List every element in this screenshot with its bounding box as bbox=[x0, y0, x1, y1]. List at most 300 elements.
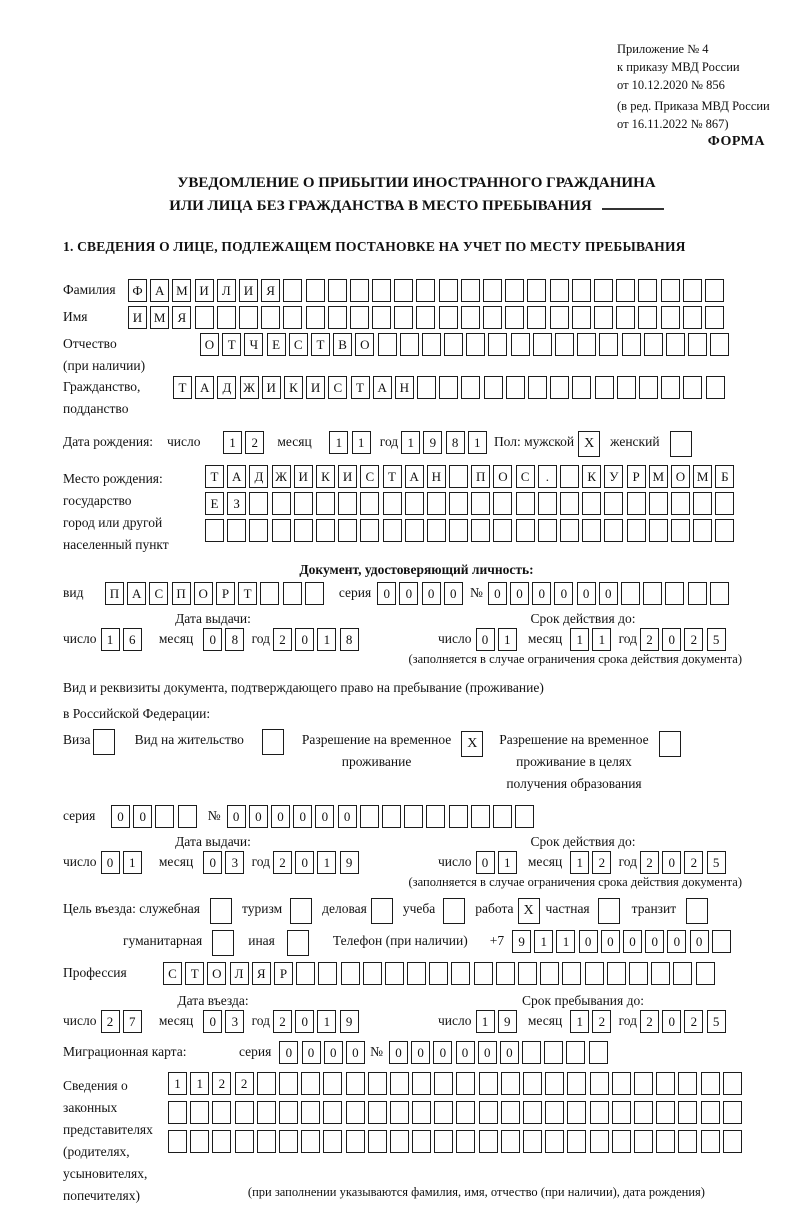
char-cell[interactable] bbox=[585, 962, 604, 985]
char-cell[interactable]: 0 bbox=[476, 851, 495, 874]
char-cell[interactable] bbox=[296, 962, 315, 985]
char-cell[interactable]: 1 bbox=[317, 1010, 336, 1033]
char-cell[interactable] bbox=[416, 279, 435, 302]
char-cell[interactable] bbox=[501, 1130, 520, 1153]
char-cell[interactable] bbox=[634, 1072, 653, 1095]
char-cell[interactable]: Я bbox=[252, 962, 271, 985]
char-cell[interactable]: 0 bbox=[111, 805, 130, 828]
char-cell[interactable]: О bbox=[200, 333, 219, 356]
char-cell[interactable] bbox=[688, 582, 707, 605]
char-cell[interactable] bbox=[301, 1072, 320, 1095]
char-cell[interactable] bbox=[449, 519, 468, 542]
char-cell[interactable] bbox=[715, 519, 734, 542]
char-cell[interactable] bbox=[283, 306, 302, 329]
char-cell[interactable] bbox=[661, 306, 680, 329]
char-cell[interactable]: 0 bbox=[293, 805, 312, 828]
char-cell[interactable] bbox=[595, 376, 614, 399]
char-cell[interactable] bbox=[372, 279, 391, 302]
char-cell[interactable]: 2 bbox=[245, 431, 264, 454]
char-cell[interactable] bbox=[412, 1130, 431, 1153]
char-cell[interactable]: У bbox=[604, 465, 623, 488]
char-cell[interactable]: 1 bbox=[352, 431, 371, 454]
char-cell[interactable]: 8 bbox=[340, 628, 359, 651]
char-cell[interactable]: Т bbox=[238, 582, 257, 605]
char-cell[interactable] bbox=[496, 962, 515, 985]
char-cell[interactable] bbox=[350, 279, 369, 302]
char-cell[interactable] bbox=[368, 1072, 387, 1095]
char-cell[interactable]: А bbox=[127, 582, 146, 605]
char-cell[interactable]: 0 bbox=[554, 582, 573, 605]
char-cell[interactable]: С bbox=[289, 333, 308, 356]
char-cell[interactable] bbox=[550, 376, 569, 399]
char-cell[interactable]: 0 bbox=[645, 930, 664, 953]
char-cell[interactable]: . bbox=[538, 465, 557, 488]
char-cell[interactable] bbox=[566, 1041, 585, 1064]
char-cell[interactable] bbox=[572, 306, 591, 329]
purpose-transit-checkbox[interactable] bbox=[686, 898, 708, 924]
char-cell[interactable]: 2 bbox=[684, 628, 703, 651]
char-cell[interactable] bbox=[479, 1130, 498, 1153]
char-cell[interactable] bbox=[511, 333, 530, 356]
char-cell[interactable] bbox=[318, 962, 337, 985]
char-cell[interactable] bbox=[522, 1041, 541, 1064]
char-cell[interactable] bbox=[505, 306, 524, 329]
char-cell[interactable]: 2 bbox=[684, 851, 703, 874]
char-cell[interactable] bbox=[363, 962, 382, 985]
char-cell[interactable] bbox=[710, 333, 729, 356]
char-cell[interactable]: К bbox=[284, 376, 303, 399]
char-cell[interactable] bbox=[607, 962, 626, 985]
char-cell[interactable] bbox=[617, 376, 636, 399]
char-cell[interactable] bbox=[545, 1101, 564, 1124]
char-cell[interactable]: И bbox=[338, 465, 357, 488]
char-cell[interactable] bbox=[696, 962, 715, 985]
char-cell[interactable]: 0 bbox=[399, 582, 418, 605]
char-cell[interactable]: 1 bbox=[223, 431, 242, 454]
char-cell[interactable] bbox=[249, 492, 268, 515]
char-cell[interactable]: Я bbox=[172, 306, 191, 329]
char-cell[interactable]: Д bbox=[249, 465, 268, 488]
char-cell[interactable] bbox=[594, 306, 613, 329]
char-cell[interactable] bbox=[693, 492, 712, 515]
char-cell[interactable]: 0 bbox=[488, 582, 507, 605]
char-cell[interactable] bbox=[235, 1101, 254, 1124]
char-cell[interactable] bbox=[671, 492, 690, 515]
char-cell[interactable] bbox=[456, 1130, 475, 1153]
char-cell[interactable] bbox=[688, 333, 707, 356]
char-cell[interactable] bbox=[545, 1130, 564, 1153]
char-cell[interactable] bbox=[466, 333, 485, 356]
char-cell[interactable]: 0 bbox=[579, 930, 598, 953]
char-cell[interactable]: 0 bbox=[295, 628, 314, 651]
char-cell[interactable]: Е bbox=[205, 492, 224, 515]
char-cell[interactable] bbox=[484, 376, 503, 399]
char-cell[interactable] bbox=[683, 279, 702, 302]
char-cell[interactable]: 1 bbox=[329, 431, 348, 454]
char-cell[interactable]: 0 bbox=[690, 930, 709, 953]
char-cell[interactable] bbox=[449, 805, 468, 828]
char-cell[interactable] bbox=[693, 519, 712, 542]
char-cell[interactable] bbox=[527, 306, 546, 329]
char-cell[interactable] bbox=[451, 962, 470, 985]
char-cell[interactable] bbox=[212, 1101, 231, 1124]
char-cell[interactable] bbox=[479, 1072, 498, 1095]
char-cell[interactable] bbox=[405, 492, 424, 515]
char-cell[interactable]: 0 bbox=[315, 805, 334, 828]
char-cell[interactable]: 1 bbox=[168, 1072, 187, 1095]
char-cell[interactable]: Ф bbox=[128, 279, 147, 302]
char-cell[interactable] bbox=[627, 492, 646, 515]
char-cell[interactable]: А bbox=[195, 376, 214, 399]
char-cell[interactable]: М bbox=[150, 306, 169, 329]
char-cell[interactable]: 0 bbox=[433, 1041, 452, 1064]
char-cell[interactable] bbox=[705, 306, 724, 329]
char-cell[interactable] bbox=[239, 306, 258, 329]
purpose-work-checkbox[interactable]: X bbox=[518, 898, 540, 924]
char-cell[interactable] bbox=[390, 1130, 409, 1153]
char-cell[interactable] bbox=[323, 1101, 342, 1124]
char-cell[interactable]: Н bbox=[427, 465, 446, 488]
char-cell[interactable]: 0 bbox=[532, 582, 551, 605]
char-cell[interactable] bbox=[461, 376, 480, 399]
char-cell[interactable] bbox=[723, 1101, 742, 1124]
char-cell[interactable] bbox=[649, 519, 668, 542]
char-cell[interactable]: 2 bbox=[235, 1072, 254, 1095]
char-cell[interactable] bbox=[400, 333, 419, 356]
char-cell[interactable]: 2 bbox=[592, 851, 611, 874]
char-cell[interactable]: 0 bbox=[203, 1010, 222, 1033]
char-cell[interactable] bbox=[560, 465, 579, 488]
char-cell[interactable]: 0 bbox=[295, 851, 314, 874]
char-cell[interactable] bbox=[518, 962, 537, 985]
char-cell[interactable]: А bbox=[227, 465, 246, 488]
char-cell[interactable] bbox=[456, 1072, 475, 1095]
char-cell[interactable] bbox=[516, 492, 535, 515]
char-cell[interactable] bbox=[590, 1130, 609, 1153]
char-cell[interactable] bbox=[589, 1041, 608, 1064]
char-cell[interactable] bbox=[599, 333, 618, 356]
char-cell[interactable]: 1 bbox=[317, 851, 336, 874]
char-cell[interactable] bbox=[706, 376, 725, 399]
char-cell[interactable]: М bbox=[693, 465, 712, 488]
char-cell[interactable] bbox=[427, 492, 446, 515]
char-cell[interactable]: 5 bbox=[707, 628, 726, 651]
char-cell[interactable] bbox=[412, 1072, 431, 1095]
char-cell[interactable]: С bbox=[149, 582, 168, 605]
char-cell[interactable] bbox=[544, 1041, 563, 1064]
char-cell[interactable] bbox=[506, 376, 525, 399]
char-cell[interactable]: 2 bbox=[212, 1072, 231, 1095]
char-cell[interactable]: 0 bbox=[203, 851, 222, 874]
char-cell[interactable] bbox=[567, 1101, 586, 1124]
char-cell[interactable]: Я bbox=[261, 279, 280, 302]
char-cell[interactable]: О bbox=[493, 465, 512, 488]
char-cell[interactable] bbox=[712, 930, 731, 953]
char-cell[interactable] bbox=[449, 492, 468, 515]
char-cell[interactable] bbox=[372, 306, 391, 329]
char-cell[interactable] bbox=[723, 1130, 742, 1153]
char-cell[interactable]: И bbox=[239, 279, 258, 302]
char-cell[interactable] bbox=[545, 1072, 564, 1095]
char-cell[interactable] bbox=[651, 962, 670, 985]
char-cell[interactable] bbox=[638, 306, 657, 329]
char-cell[interactable] bbox=[257, 1130, 276, 1153]
char-cell[interactable]: 0 bbox=[101, 851, 120, 874]
char-cell[interactable] bbox=[567, 1072, 586, 1095]
char-cell[interactable]: И bbox=[262, 376, 281, 399]
char-cell[interactable] bbox=[217, 306, 236, 329]
char-cell[interactable] bbox=[479, 1101, 498, 1124]
purpose-other-checkbox[interactable] bbox=[287, 930, 309, 956]
char-cell[interactable] bbox=[178, 805, 197, 828]
char-cell[interactable]: 0 bbox=[389, 1041, 408, 1064]
char-cell[interactable]: Ч bbox=[244, 333, 263, 356]
char-cell[interactable] bbox=[190, 1101, 209, 1124]
char-cell[interactable] bbox=[678, 1072, 697, 1095]
char-cell[interactable]: 1 bbox=[534, 930, 553, 953]
char-cell[interactable]: 0 bbox=[601, 930, 620, 953]
char-cell[interactable] bbox=[195, 306, 214, 329]
char-cell[interactable]: 0 bbox=[346, 1041, 365, 1064]
char-cell[interactable] bbox=[493, 492, 512, 515]
char-cell[interactable] bbox=[471, 492, 490, 515]
char-cell[interactable] bbox=[360, 519, 379, 542]
char-cell[interactable]: 0 bbox=[500, 1041, 519, 1064]
char-cell[interactable] bbox=[560, 492, 579, 515]
char-cell[interactable]: 1 bbox=[190, 1072, 209, 1095]
char-cell[interactable]: Р bbox=[627, 465, 646, 488]
char-cell[interactable] bbox=[378, 333, 397, 356]
char-cell[interactable]: 0 bbox=[623, 930, 642, 953]
char-cell[interactable] bbox=[346, 1130, 365, 1153]
residence-permit-checkbox[interactable] bbox=[262, 729, 284, 755]
char-cell[interactable] bbox=[649, 492, 668, 515]
char-cell[interactable] bbox=[257, 1072, 276, 1095]
char-cell[interactable] bbox=[474, 962, 493, 985]
char-cell[interactable]: К bbox=[316, 465, 335, 488]
char-cell[interactable] bbox=[701, 1072, 720, 1095]
char-cell[interactable] bbox=[449, 465, 468, 488]
char-cell[interactable] bbox=[523, 1130, 542, 1153]
char-cell[interactable]: О bbox=[207, 962, 226, 985]
char-cell[interactable]: 0 bbox=[338, 805, 357, 828]
char-cell[interactable] bbox=[540, 962, 559, 985]
char-cell[interactable] bbox=[683, 376, 702, 399]
char-cell[interactable] bbox=[439, 376, 458, 399]
char-cell[interactable]: П bbox=[172, 582, 191, 605]
char-cell[interactable] bbox=[205, 519, 224, 542]
char-cell[interactable] bbox=[562, 962, 581, 985]
char-cell[interactable] bbox=[656, 1101, 675, 1124]
char-cell[interactable]: 5 bbox=[707, 1010, 726, 1033]
char-cell[interactable]: 1 bbox=[498, 851, 517, 874]
char-cell[interactable] bbox=[661, 279, 680, 302]
char-cell[interactable]: М bbox=[172, 279, 191, 302]
char-cell[interactable] bbox=[385, 962, 404, 985]
char-cell[interactable] bbox=[661, 376, 680, 399]
char-cell[interactable]: 2 bbox=[273, 628, 292, 651]
char-cell[interactable] bbox=[461, 279, 480, 302]
char-cell[interactable] bbox=[701, 1101, 720, 1124]
char-cell[interactable] bbox=[439, 279, 458, 302]
visa-checkbox[interactable] bbox=[93, 729, 115, 755]
char-cell[interactable]: 0 bbox=[133, 805, 152, 828]
char-cell[interactable] bbox=[272, 492, 291, 515]
char-cell[interactable] bbox=[538, 519, 557, 542]
char-cell[interactable] bbox=[360, 805, 379, 828]
char-cell[interactable]: Р bbox=[274, 962, 293, 985]
gender-female-checkbox[interactable] bbox=[670, 431, 692, 457]
char-cell[interactable] bbox=[427, 519, 446, 542]
char-cell[interactable] bbox=[666, 333, 685, 356]
char-cell[interactable] bbox=[577, 333, 596, 356]
char-cell[interactable]: 2 bbox=[640, 1010, 659, 1033]
char-cell[interactable]: 0 bbox=[227, 805, 246, 828]
char-cell[interactable] bbox=[272, 519, 291, 542]
char-cell[interactable] bbox=[306, 279, 325, 302]
char-cell[interactable] bbox=[483, 306, 502, 329]
purpose-business-checkbox[interactable] bbox=[371, 898, 393, 924]
char-cell[interactable]: 3 bbox=[225, 1010, 244, 1033]
purpose-humanitarian-checkbox[interactable] bbox=[212, 930, 234, 956]
char-cell[interactable] bbox=[723, 1072, 742, 1095]
char-cell[interactable] bbox=[301, 1101, 320, 1124]
char-cell[interactable] bbox=[434, 1130, 453, 1153]
char-cell[interactable] bbox=[417, 376, 436, 399]
char-cell[interactable]: С bbox=[328, 376, 347, 399]
char-cell[interactable]: И bbox=[294, 465, 313, 488]
char-cell[interactable] bbox=[260, 582, 279, 605]
char-cell[interactable] bbox=[550, 306, 569, 329]
char-cell[interactable] bbox=[572, 376, 591, 399]
char-cell[interactable]: Ж bbox=[240, 376, 259, 399]
char-cell[interactable] bbox=[629, 962, 648, 985]
temp-residence-edu-checkbox[interactable] bbox=[659, 731, 681, 757]
char-cell[interactable] bbox=[616, 279, 635, 302]
char-cell[interactable]: И bbox=[195, 279, 214, 302]
char-cell[interactable]: В bbox=[333, 333, 352, 356]
char-cell[interactable] bbox=[412, 1101, 431, 1124]
char-cell[interactable] bbox=[701, 1130, 720, 1153]
char-cell[interactable] bbox=[360, 492, 379, 515]
char-cell[interactable] bbox=[683, 306, 702, 329]
char-cell[interactable]: 8 bbox=[446, 431, 465, 454]
purpose-private-checkbox[interactable] bbox=[598, 898, 620, 924]
char-cell[interactable] bbox=[634, 1130, 653, 1153]
char-cell[interactable] bbox=[249, 519, 268, 542]
char-cell[interactable] bbox=[678, 1130, 697, 1153]
char-cell[interactable]: З bbox=[227, 492, 246, 515]
char-cell[interactable]: 0 bbox=[444, 582, 463, 605]
char-cell[interactable] bbox=[639, 376, 658, 399]
char-cell[interactable] bbox=[627, 519, 646, 542]
char-cell[interactable]: 0 bbox=[478, 1041, 497, 1064]
char-cell[interactable]: 1 bbox=[101, 628, 120, 651]
char-cell[interactable] bbox=[528, 376, 547, 399]
char-cell[interactable]: 2 bbox=[592, 1010, 611, 1033]
char-cell[interactable] bbox=[294, 519, 313, 542]
char-cell[interactable] bbox=[612, 1130, 631, 1153]
char-cell[interactable] bbox=[444, 333, 463, 356]
char-cell[interactable]: Т bbox=[205, 465, 224, 488]
char-cell[interactable]: 0 bbox=[377, 582, 396, 605]
char-cell[interactable]: 5 bbox=[707, 851, 726, 874]
char-cell[interactable]: О bbox=[355, 333, 374, 356]
char-cell[interactable]: М bbox=[649, 465, 668, 488]
char-cell[interactable]: 0 bbox=[667, 930, 686, 953]
gender-male-checkbox[interactable]: X bbox=[578, 431, 600, 457]
char-cell[interactable] bbox=[328, 279, 347, 302]
char-cell[interactable]: Ж bbox=[272, 465, 291, 488]
char-cell[interactable] bbox=[279, 1101, 298, 1124]
char-cell[interactable]: К bbox=[582, 465, 601, 488]
char-cell[interactable] bbox=[483, 279, 502, 302]
char-cell[interactable]: 2 bbox=[640, 628, 659, 651]
char-cell[interactable] bbox=[155, 805, 174, 828]
char-cell[interactable] bbox=[678, 1101, 697, 1124]
char-cell[interactable]: С bbox=[360, 465, 379, 488]
char-cell[interactable] bbox=[305, 582, 324, 605]
char-cell[interactable]: 0 bbox=[422, 582, 441, 605]
char-cell[interactable]: 0 bbox=[279, 1041, 298, 1064]
char-cell[interactable] bbox=[212, 1130, 231, 1153]
char-cell[interactable]: 0 bbox=[411, 1041, 430, 1064]
char-cell[interactable] bbox=[622, 333, 641, 356]
char-cell[interactable] bbox=[323, 1072, 342, 1095]
char-cell[interactable] bbox=[501, 1072, 520, 1095]
char-cell[interactable]: 7 bbox=[123, 1010, 142, 1033]
char-cell[interactable]: Р bbox=[216, 582, 235, 605]
char-cell[interactable] bbox=[283, 582, 302, 605]
purpose-study-checkbox[interactable] bbox=[443, 898, 465, 924]
char-cell[interactable] bbox=[501, 1101, 520, 1124]
char-cell[interactable]: 0 bbox=[324, 1041, 343, 1064]
char-cell[interactable] bbox=[505, 279, 524, 302]
char-cell[interactable] bbox=[168, 1101, 187, 1124]
char-cell[interactable] bbox=[604, 492, 623, 515]
char-cell[interactable] bbox=[368, 1130, 387, 1153]
char-cell[interactable] bbox=[533, 333, 552, 356]
char-cell[interactable] bbox=[434, 1101, 453, 1124]
char-cell[interactable]: 1 bbox=[476, 1010, 495, 1033]
char-cell[interactable] bbox=[456, 1101, 475, 1124]
char-cell[interactable] bbox=[471, 805, 490, 828]
char-cell[interactable] bbox=[673, 962, 692, 985]
char-cell[interactable] bbox=[323, 1130, 342, 1153]
char-cell[interactable] bbox=[638, 279, 657, 302]
char-cell[interactable] bbox=[471, 519, 490, 542]
char-cell[interactable] bbox=[306, 306, 325, 329]
char-cell[interactable] bbox=[227, 519, 246, 542]
char-cell[interactable]: 1 bbox=[123, 851, 142, 874]
char-cell[interactable] bbox=[235, 1130, 254, 1153]
char-cell[interactable]: И bbox=[128, 306, 147, 329]
char-cell[interactable]: 1 bbox=[556, 930, 575, 953]
char-cell[interactable]: А bbox=[150, 279, 169, 302]
char-cell[interactable] bbox=[493, 519, 512, 542]
char-cell[interactable] bbox=[383, 492, 402, 515]
char-cell[interactable]: 0 bbox=[302, 1041, 321, 1064]
char-cell[interactable] bbox=[643, 582, 662, 605]
char-cell[interactable] bbox=[612, 1101, 631, 1124]
char-cell[interactable] bbox=[405, 519, 424, 542]
char-cell[interactable] bbox=[190, 1130, 209, 1153]
char-cell[interactable] bbox=[350, 306, 369, 329]
char-cell[interactable] bbox=[328, 306, 347, 329]
char-cell[interactable]: 2 bbox=[101, 1010, 120, 1033]
char-cell[interactable]: П bbox=[471, 465, 490, 488]
char-cell[interactable]: П bbox=[105, 582, 124, 605]
